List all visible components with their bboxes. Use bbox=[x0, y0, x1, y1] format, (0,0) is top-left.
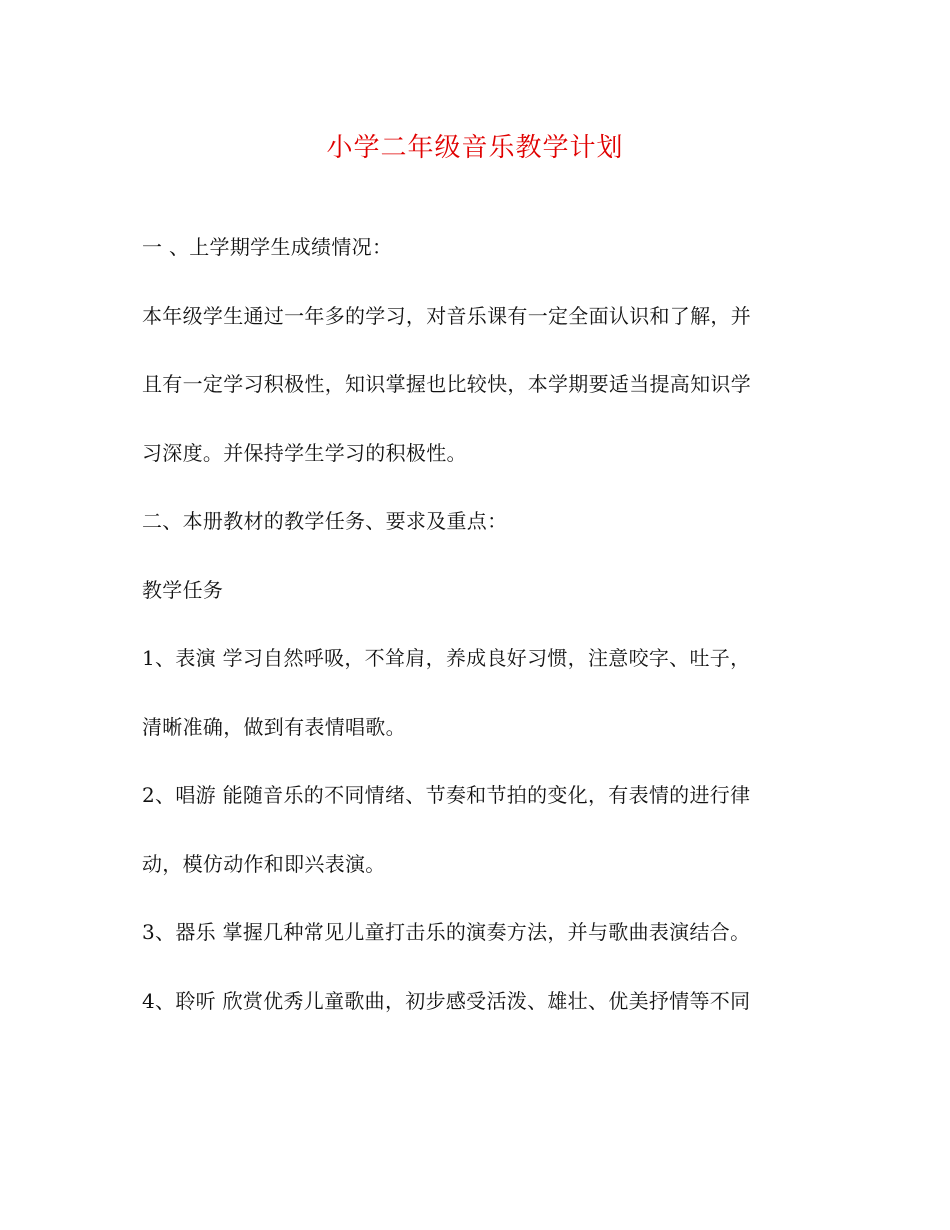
text-line: 清晰准确，做到有表情唱歌。 bbox=[142, 714, 406, 739]
text-line: 动，模仿动作和即兴表演。 bbox=[142, 851, 386, 876]
section-heading-2: 二、本册教材的教学任务、要求及重点： bbox=[142, 509, 508, 533]
list-item-4: 4、聆听 欣赏优秀儿童歌曲，初步感受活泼、雄壮、优美抒情等不同 bbox=[142, 988, 751, 1013]
list-item-1: 1、表演 学习自然呼吸，不耸肩，养成良好习惯，注意咬字、吐子， bbox=[142, 646, 751, 670]
document-body bbox=[142, 213, 802, 1035]
text-line: 且有一定学习积极性，知识掌握也比较快，本学期要适当提高知识学 bbox=[142, 372, 751, 396]
list-item-3: 3、器乐 掌握几种常见儿童打击乐的演奏方法，并与歌曲表演结合。 bbox=[142, 920, 751, 944]
text-line: 本年级学生通过一年多的学习，对音乐课有一定全面认识和了解，并 bbox=[142, 303, 751, 328]
list-item-2: 2、唱游 能随音乐的不同情绪、节奏和节拍的变化，有表情的进行律 bbox=[142, 783, 751, 807]
subheading-teaching-tasks: 教学任务 bbox=[142, 577, 224, 602]
section-heading-1: 一 、上学期学生成绩情况： bbox=[142, 235, 393, 259]
text-line: 习深度。并保持学生学习的积极性。 bbox=[142, 440, 467, 465]
document-title: 小学二年级音乐教学计划 bbox=[326, 133, 624, 163]
